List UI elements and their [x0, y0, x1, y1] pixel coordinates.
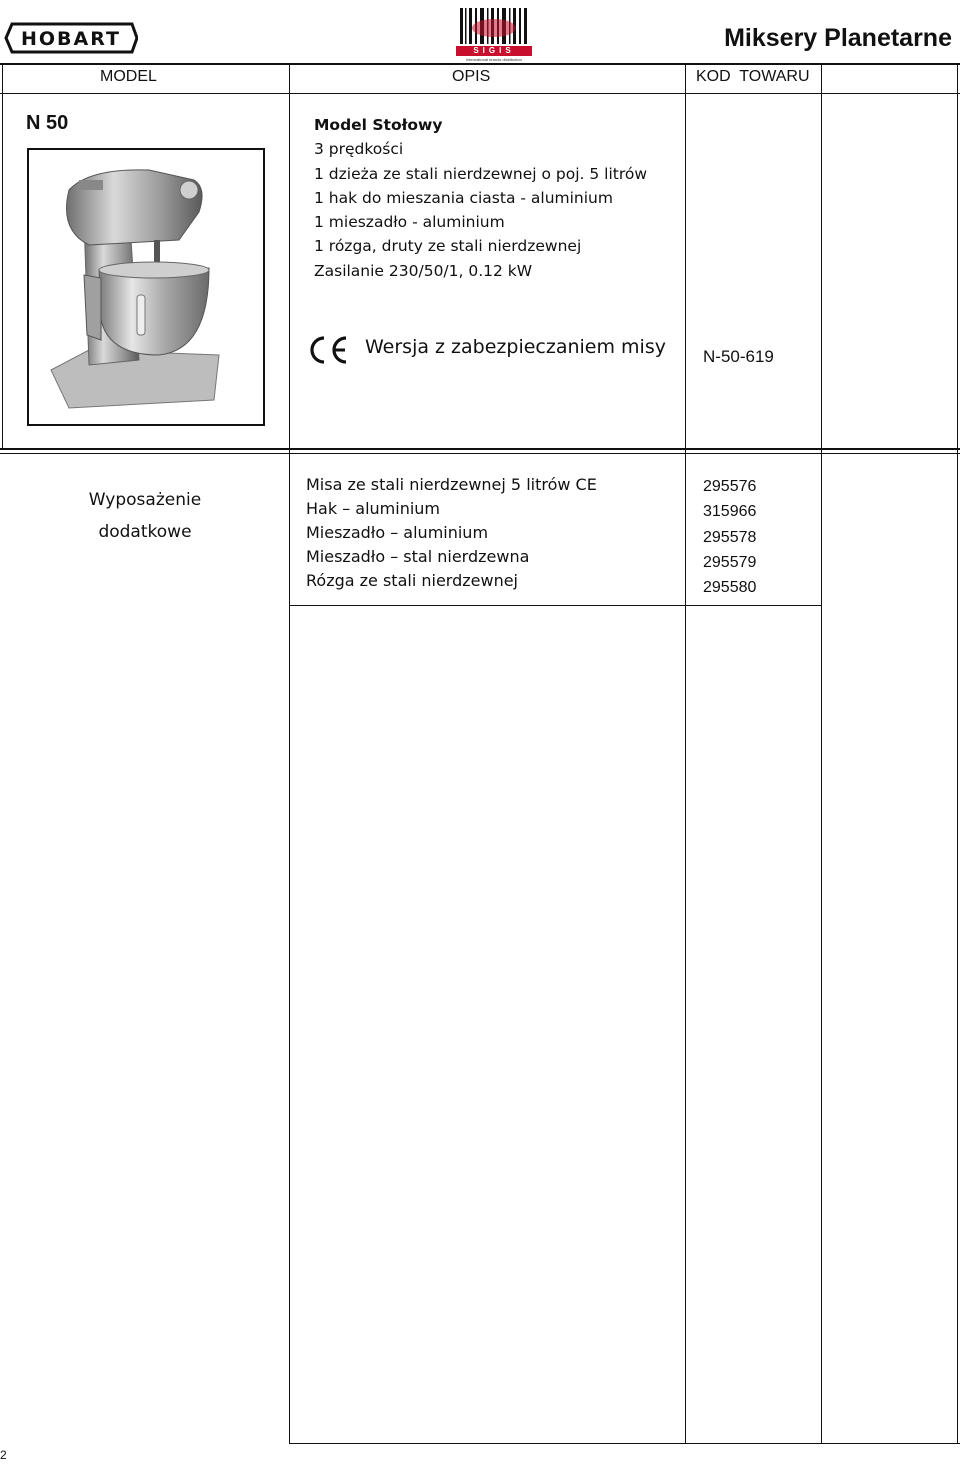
product-section-divider — [0, 448, 960, 450]
col-border-model-desc — [289, 63, 290, 1444]
accessories-row-divider — [290, 605, 822, 606]
accessory-code: 295576 — [703, 478, 757, 495]
page-title: Miksery Planetarne — [724, 24, 952, 52]
sigis-tagline: international brands distribution — [466, 57, 522, 62]
product-photo — [27, 148, 265, 426]
column-header-description: OPIS — [452, 68, 491, 85]
list-item: Mieszadło – aluminium — [306, 523, 489, 542]
accessories-label — [0, 484, 290, 548]
col-border-left — [2, 63, 3, 449]
model-code: N 50 — [26, 112, 69, 134]
accessories-label-line: dodatkowe — [98, 522, 192, 542]
accessory-code: 315966 — [703, 503, 757, 521]
table-bottom-border — [290, 1443, 960, 1444]
accessories-list — [306, 473, 597, 593]
variant-code: N-50-619 — [703, 347, 774, 366]
variant-label: Wersja z zabezpieczaniem misy — [365, 336, 666, 358]
col-border-code-extra — [821, 63, 822, 1444]
sigis-logo — [456, 6, 532, 62]
barcode-icon — [456, 6, 532, 46]
list-item: Rózga ze stali nierdzewnej — [306, 571, 518, 590]
description-line: 3 prędkości — [314, 140, 404, 159]
list-item: Misa ze stali nierdzewnej 5 litrów CE — [306, 475, 597, 494]
ce-mark-icon — [306, 335, 350, 365]
accessories-label-line: Wyposażenie — [88, 490, 202, 510]
table-top-border — [0, 63, 960, 65]
product-section-divider-second — [0, 453, 960, 454]
hobart-logo-text: HOBART — [21, 28, 121, 50]
description-line: 1 dzieża ze stali nierdzewnej o poj. 5 litrów — [314, 164, 648, 183]
description-line: 1 hak do mieszania ciasta - aluminium — [314, 188, 613, 207]
accessories-codes — [703, 474, 756, 600]
list-item: Hak – aluminium — [306, 499, 441, 518]
column-header-product-code: KOD TOWARU — [696, 68, 810, 85]
description-line: 1 mieszadło - aluminium — [314, 213, 505, 232]
description-line: 1 rózga, druty ze stali nierdzewnej — [314, 237, 582, 256]
description-line: Zasilanie 230/50/1, 0.12 kW — [314, 261, 533, 280]
description-line: Model Stołowy — [314, 116, 443, 134]
accessory-code: 295578 — [703, 528, 757, 546]
header-row-divider — [0, 93, 960, 94]
col-border-right — [957, 63, 958, 1444]
list-item: Mieszadło – stal nierdzewna — [306, 547, 530, 566]
product-description — [314, 113, 647, 283]
accessory-code: 295580 — [703, 579, 757, 597]
planetary-mixer-illustration — [29, 150, 263, 424]
col-border-desc-code — [685, 63, 686, 1444]
accessory-code: 295579 — [703, 553, 757, 571]
sigis-logo-text: SIGIS — [456, 46, 532, 56]
page-number: 2 — [0, 1448, 7, 1462]
hobart-logo — [4, 22, 138, 54]
column-header-model: MODEL — [100, 68, 157, 85]
